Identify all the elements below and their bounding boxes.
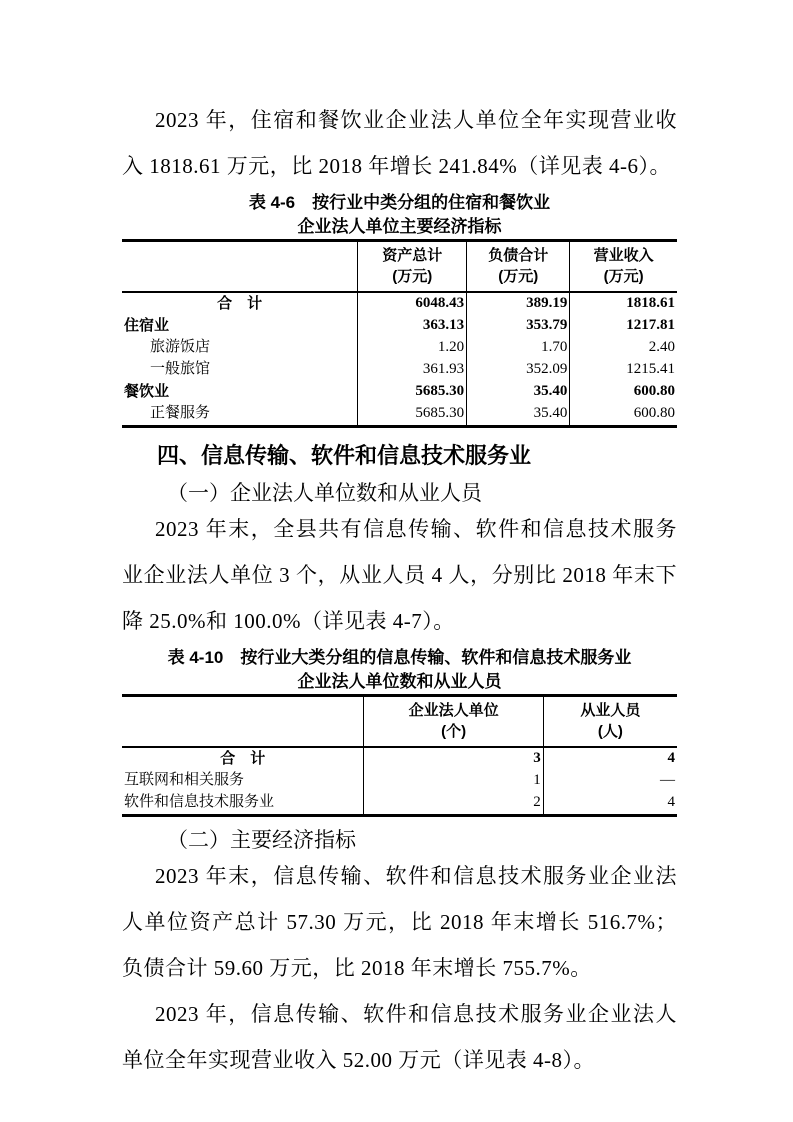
table410-title: [122, 646, 677, 694]
cell-value: 6048.43: [358, 292, 467, 315]
row-label: 软件和信息技术服务业: [124, 794, 275, 810]
row-label: 一般旅馆: [150, 361, 211, 377]
cell-value: 2.40: [570, 337, 677, 359]
table46-title-line1: 表 4-6 按行业中类分组的住宿和餐饮业: [248, 193, 551, 212]
row-label: 合 计: [220, 750, 266, 767]
row-label: 餐饮业: [124, 383, 170, 400]
cell-value: 5685.30: [358, 381, 467, 403]
paragraph-hotel-catering-revenue: 2023 年，住宿和餐饮业企业法人单位全年实现营业收入 1818.61 万元，比 2018 年增长 241.84%（详见表 4-6）。: [122, 108, 677, 178]
cell-value: 363.13: [358, 315, 467, 337]
table410-title-line1: 表 4-10 按行业大类分组的信息传输、软件和信息技术服务业: [167, 648, 632, 667]
cell-value: 600.80: [570, 381, 677, 403]
paragraph-it-assets-liabilities: 2023 年末，信息传输、软件和信息技术服务业企业法人单位资产总计 57.30 万元，比 2018 年末增长 516.7%；负债合计 59.60 万元，比 2018 年末增长 755.7%。: [122, 864, 677, 980]
cell-value: 35.40: [467, 381, 570, 403]
table410-it-services: [122, 694, 677, 817]
table-row: [122, 337, 677, 359]
cell-value: 4: [543, 747, 677, 770]
table410-header-row: [122, 696, 677, 748]
row-label: 正餐服务: [150, 405, 211, 421]
cell-value: 1.20: [358, 337, 467, 359]
cell-value: 3: [364, 747, 543, 770]
row-label: 互联网和相关服务: [124, 772, 245, 788]
paragraph-it-units-employees: 2023 年末，全县共有信息传输、软件和信息技术服务业企业法人单位 3 个，从业人员 4 人，分别比 2018 年末下降 25.0%和 100.0%（详见表 4-7）。: [122, 517, 677, 633]
table46-accommodation-catering: [122, 239, 677, 428]
cell-value: —: [543, 770, 677, 792]
cell-value: 389.19: [467, 292, 570, 315]
cell-value: 1: [364, 770, 543, 792]
row-label: 旅游饭店: [150, 339, 211, 355]
table46-header-row: [122, 241, 677, 293]
subsection2-heading: （二）主要经济指标: [167, 828, 356, 852]
section4-heading: 四、信息传输、软件和信息技术服务业: [157, 443, 532, 468]
table-row: [122, 292, 677, 315]
column-header: 从业人员 (人): [543, 696, 677, 748]
table46-title-line2: 企业法人单位主要经济指标: [297, 217, 502, 236]
column-header: 负债合计 (万元): [467, 241, 570, 293]
column-header: 营业收入 (万元): [570, 241, 677, 293]
table-row: [122, 403, 677, 427]
column-header: 企业法人单位 (个): [364, 696, 543, 748]
cell-value: 352.09: [467, 359, 570, 381]
column-header: 资产总计 (万元): [358, 241, 467, 293]
table-corner-cell: [122, 696, 364, 748]
table-row: [122, 770, 677, 792]
cell-value: 5685.30: [358, 403, 467, 427]
cell-value: 1215.41: [570, 359, 677, 381]
table-row: [122, 381, 677, 403]
cell-value: 2: [364, 792, 543, 816]
table-corner-cell: [122, 241, 358, 293]
cell-value: 1.70: [467, 337, 570, 359]
cell-value: 4: [543, 792, 677, 816]
table410-title-line2: 企业法人单位数和从业人员: [297, 672, 502, 691]
table-row: [122, 792, 677, 816]
cell-value: 1217.81: [570, 315, 677, 337]
cell-value: 35.40: [467, 403, 570, 427]
cell-value: 353.79: [467, 315, 570, 337]
row-label: 住宿业: [124, 317, 170, 334]
table-row: [122, 315, 677, 337]
table46-title: [122, 191, 677, 239]
table-row: [122, 747, 677, 770]
row-label: 合 计: [217, 295, 263, 312]
cell-value: 600.80: [570, 403, 677, 427]
cell-value: 361.93: [358, 359, 467, 381]
subsection1-heading: （一）企业法人单位数和从业人员: [167, 481, 482, 505]
cell-value: 1818.61: [570, 292, 677, 315]
paragraph-it-revenue: 2023 年，信息传输、软件和信息技术服务业企业法人单位全年实现营业收入 52.00 万元（详见表 4-8）。: [122, 1002, 677, 1072]
table-row: [122, 359, 677, 381]
